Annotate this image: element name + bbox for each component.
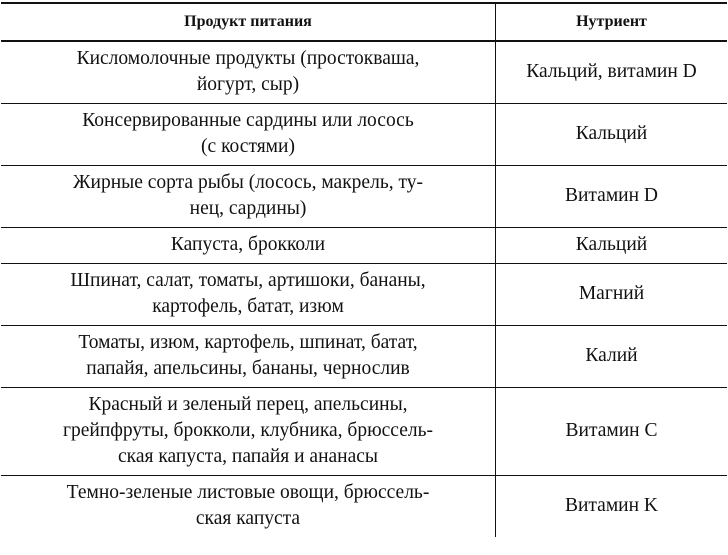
- product-line: Кисломолочные продукты (простокваша,: [76, 48, 420, 69]
- product-line: Жирные сорта рыбы (лосось, макрель, ту-: [73, 172, 423, 193]
- nutrient-cell: Витамин C: [496, 388, 728, 476]
- product-cell: [1, 264, 496, 326]
- product-cell: [1, 166, 496, 228]
- table-row: [1, 228, 727, 264]
- header-nutrient: Нутриент: [496, 3, 728, 41]
- product-cell: [1, 104, 496, 166]
- table-row: [1, 388, 727, 476]
- product-line: грейпфруты, брокколи, клубника, брюссель-: [63, 420, 433, 441]
- table-row: [1, 166, 727, 228]
- nutrient-cell: Кальций: [496, 228, 728, 264]
- nutrient-cell: Магний: [496, 264, 728, 326]
- product-line: нец, сардины): [189, 198, 307, 219]
- product-cell: [1, 476, 496, 538]
- nutrient-cell: Калий: [496, 326, 728, 388]
- product-cell: [1, 326, 496, 388]
- product-line: (с костями): [201, 136, 295, 157]
- nutrient-cell: Кальций, витамин D: [496, 41, 728, 104]
- product-line: Консервированные сардины или лосось: [82, 110, 414, 131]
- table-row: [1, 104, 727, 166]
- product-cell: [1, 228, 496, 264]
- product-line: йогурт, сыр): [196, 74, 300, 95]
- table-row: [1, 326, 727, 388]
- nutrient-cell: Витамин K: [564, 495, 659, 516]
- product-line: папайя, апельсины, бананы, чернослив: [86, 358, 410, 379]
- product-line: ская капуста, папайя и ананасы: [117, 446, 379, 467]
- product-line: картофель, батат, изюм: [152, 296, 344, 317]
- nutrient-table: [1, 2, 727, 537]
- header-product: Продукт питания: [1, 3, 496, 41]
- product-cell: [1, 41, 496, 104]
- product-line: ская капуста: [195, 508, 301, 529]
- nutrient-cell: Витамин D: [496, 166, 728, 228]
- table-row: [1, 476, 727, 538]
- product-line: Красный и зеленый перец, апельсины,: [88, 394, 408, 415]
- table-row: [1, 264, 727, 326]
- table-row: [1, 41, 727, 104]
- product-cell: [1, 388, 496, 476]
- product-line: Томаты, изюм, картофель, шпинат, батат,: [78, 332, 418, 353]
- product-line: Темно-зеленые листовые овощи, брюссель-: [66, 482, 430, 503]
- nutrient-cell: Кальций: [496, 104, 728, 166]
- table-header-row: [1, 3, 727, 41]
- product-line: Капуста, брокколи: [170, 234, 326, 255]
- product-line: Шпинат, салат, томаты, артишоки, бананы,: [70, 270, 426, 291]
